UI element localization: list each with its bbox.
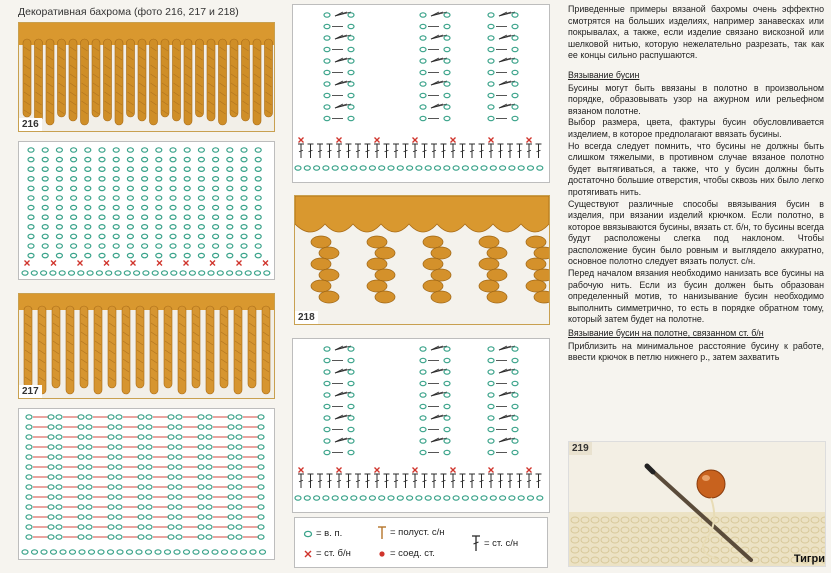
article-p5: Перед началом вязания необходимо нанизать все бусины на рабочую нить. Если из бусин должен быть образован определенный мотив, то нанизывание бусин необходимо выполнить симметрично, то есть в порядке обратном тому, который затем будет на полотне.	[568, 268, 824, 325]
article-p6: Приблизить на минимальное расстояние бусину к работе, ввести крючок в петлю нижнего р., затем захватить	[568, 340, 824, 363]
legend-double: = ст. с/н	[471, 534, 518, 552]
chart-216-diagram	[19, 142, 274, 279]
photo-number-217: 217	[19, 385, 42, 398]
legend-single: = ст. б/н	[303, 548, 351, 559]
photo-number-219: 219	[569, 442, 592, 455]
heading-caption: (фото 216, 217 и 218)	[133, 6, 239, 18]
symbol-legend	[294, 517, 548, 568]
double-crochet-icon	[471, 534, 481, 552]
chart-216	[18, 141, 275, 280]
chart-bottom-middle	[292, 338, 550, 513]
page-heading	[18, 6, 239, 18]
section-title-beads: Вязывание бусин	[568, 69, 640, 80]
chart-217	[18, 408, 275, 560]
section-title-beads-sc: Вязывание бусин на полотне, связанном ст. б/н	[568, 328, 764, 339]
photo-number-218: 218	[295, 311, 318, 324]
single-crochet-icon	[303, 549, 313, 559]
bead-photo-219	[569, 442, 825, 566]
article-p2: Выбор размера, цвета, фактуры бусин обусловливается изделием, в которое предполагают ввязать бусины.	[568, 117, 824, 139]
signature: Тигри	[793, 553, 825, 565]
chart-top-middle-diagram	[293, 5, 549, 182]
article-p3: Но всегда следует помнить, что бусины не должны быть слишком тяжелыми, в противном случае вязаное полотно будет вытягиваться, а также, что у бусин должны быть достаточно большие отверстия, чтобы сквозь них было легко протягивать нить.	[568, 140, 824, 197]
photo-219	[568, 441, 826, 567]
photo-number-216: 216	[19, 118, 42, 131]
chain-stitch-icon	[303, 529, 313, 539]
photo-217	[18, 293, 275, 399]
half-double-crochet-icon	[377, 524, 387, 540]
article	[568, 4, 824, 364]
fringe-photo-217	[19, 294, 274, 398]
fringe-photo-216	[19, 23, 274, 131]
photo-218	[294, 195, 550, 325]
chart-217-diagram	[19, 409, 274, 559]
article-p1: Бусины могут быть ввязаны в полотно в произвольном порядке, образовывать узор на ажурном или рельефном вязаном полотне.	[568, 82, 824, 116]
chart-top-middle	[292, 4, 550, 183]
photo-216	[18, 22, 275, 132]
legend-slip: = соед. ст.	[377, 548, 435, 559]
slip-stitch-icon	[377, 549, 387, 559]
fringe-photo-218	[295, 196, 549, 324]
legend-half-double: = полуст. с/н	[377, 524, 445, 540]
chart-bottom-middle-diagram	[293, 339, 549, 512]
article-intro: Приведенные примеры вязаной бахромы очень эффектно смотрятся на больших изделиях, например занавесках или покрывалах, а также, если изделие связано вискозной или шелковой нитью, которую нежелательно разрезать, так как ее концы сильно распушаются.	[568, 4, 824, 61]
bead	[697, 470, 725, 498]
heading-title: Декоративная бахрома	[18, 6, 132, 18]
article-p4: Существуют различные способы ввязывания бусин в изделия, при вязании изделий крючком. Если полотно, в которое ввязываются бусины, вязать ст. б/н, то бусины всегда будут расположены слегка под наклоном. Чтобы расположение бусин было ровным и выглядело аккуратно, основное полотно следует вязать полуст. с/н.	[568, 198, 824, 267]
legend-chain: = в. п.	[303, 528, 342, 539]
